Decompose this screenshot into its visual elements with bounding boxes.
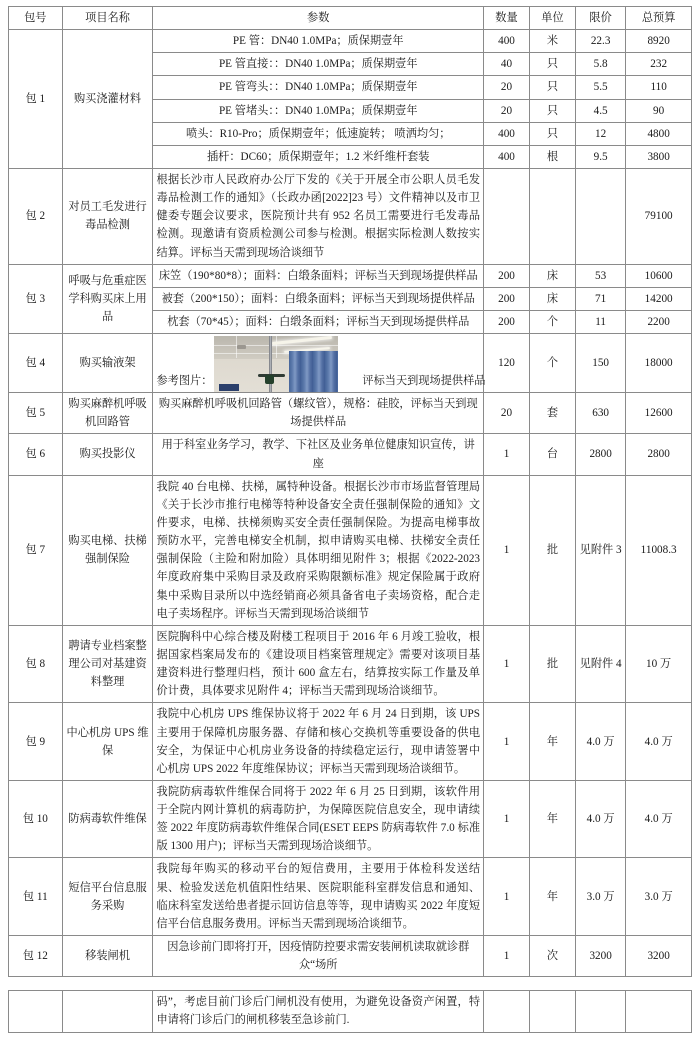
- cell-limit-price: 见附件 3: [575, 475, 625, 625]
- cell-quantity: 40: [484, 53, 530, 76]
- cell-quantity: 1: [484, 434, 530, 475]
- cell-limit-price: 9.5: [575, 145, 625, 168]
- cell-parameters: 因急诊前门即将打开，因疫情防控要求需安装闸机读取就诊群众“场所: [153, 936, 484, 977]
- table-row: [9, 393, 692, 434]
- table-row: [9, 780, 692, 858]
- table-row: [9, 334, 692, 393]
- cell-quantity: 1: [484, 625, 530, 703]
- cell-limit-price: 4.5: [575, 99, 625, 122]
- cell-unit: 年: [529, 703, 575, 781]
- cell-limit-price: 2800: [575, 434, 625, 475]
- cell-total-budget: 90: [626, 99, 692, 122]
- cell-unit: 套: [529, 393, 575, 434]
- cell-limit-price: [575, 168, 625, 264]
- cell-parameters-with-photo: [153, 334, 484, 393]
- cell-quantity: 1: [484, 780, 530, 858]
- cell-package-no: 包 1: [9, 30, 63, 169]
- cell-total-budget: 79100: [626, 168, 692, 264]
- cell-package-no: 包 9: [9, 703, 63, 781]
- cell-unit: 只: [529, 76, 575, 99]
- cell-unit: [529, 168, 575, 264]
- cell-parameters: PE 管弯头：：DN40 1.0MPa；质保期壹年: [153, 76, 484, 99]
- cell-total-budget: 232: [626, 53, 692, 76]
- cell-total-budget: 10 万: [626, 625, 692, 703]
- cell-quantity: 200: [484, 264, 530, 287]
- cell-quantity: 20: [484, 99, 530, 122]
- cell-limit-price: 5.8: [575, 53, 625, 76]
- cell-limit-price: 12: [575, 122, 625, 145]
- cell-limit-price: 630: [575, 393, 625, 434]
- table-row: [9, 703, 692, 781]
- cell-limit-price: 3.0 万: [575, 858, 625, 936]
- cell-unit: 床: [529, 287, 575, 310]
- hospital-iv-stand-photo: [214, 336, 338, 392]
- cell-unit: 只: [529, 99, 575, 122]
- header-total-budget: 总预算: [626, 7, 692, 30]
- cell-quantity: 1: [484, 858, 530, 936]
- cell-total-budget: [626, 991, 692, 1032]
- cell-parameters: PE 管：DN40 1.0MPa；质保期壹年: [153, 30, 484, 53]
- cell-unit: 床: [529, 264, 575, 287]
- cell-project-name: 购买浇灌材料: [62, 30, 153, 169]
- cell-project-name: 短信平台信息服务采购: [62, 858, 153, 936]
- cell-total-budget: 4.0 万: [626, 780, 692, 858]
- table-header: [9, 7, 692, 30]
- cell-unit: 台: [529, 434, 575, 475]
- cell-unit: 年: [529, 780, 575, 858]
- cell-total-budget: 3200: [626, 936, 692, 977]
- cell-total-budget: 2200: [626, 310, 692, 333]
- cell-total-budget: 12600: [626, 393, 692, 434]
- cell-package-no: 包 11: [9, 858, 63, 936]
- header-package-no: 包号: [9, 7, 63, 30]
- cell-parameters: 我院每年购买的移动平台的短信费用，主要用于体检科发送结果、检验发送危机值阳性结果、医院职能科室群发信息和通知、临床科室发送给患者提示回访信息等等，现申请购买 2022 年度短信平台信息服务费用。评标当天需到现场洽谈细节。: [153, 858, 484, 936]
- cell-unit: 根: [529, 145, 575, 168]
- cell-project-name: 呼吸与危重症医学科购买床上用品: [62, 264, 153, 333]
- table-row: [9, 264, 692, 287]
- table-row: [9, 475, 692, 625]
- cell-package-no: 包 6: [9, 434, 63, 475]
- cell-package-no: 包 2: [9, 168, 63, 264]
- cell-parameters: PE 管直接：：DN40 1.0MPa；质保期壹年: [153, 53, 484, 76]
- cell-quantity: 1: [484, 703, 530, 781]
- cell-total-budget: 11008.3: [626, 475, 692, 625]
- cell-quantity: 200: [484, 287, 530, 310]
- cell-parameters: 码”，考虑目前门诊后门闸机没有使用，为避免设备资产闲置，特申请将门诊后门的闸机移装至急诊前门.: [153, 991, 484, 1032]
- cell-limit-price: 11: [575, 310, 625, 333]
- cell-project-name: 中心机房 UPS 维保: [62, 703, 153, 781]
- cell-total-budget: 3.0 万: [626, 858, 692, 936]
- cell-project-name: 购买麻醉机呼吸机回路管: [62, 393, 153, 434]
- table-row: [9, 434, 692, 475]
- cell-quantity: 200: [484, 310, 530, 333]
- cell-limit-price: 见附件 4: [575, 625, 625, 703]
- cell-quantity: [484, 168, 530, 264]
- cell-total-budget: 2800: [626, 434, 692, 475]
- cell-package-no: 包 7: [9, 475, 63, 625]
- header-row: [9, 7, 692, 30]
- table-row: [9, 936, 692, 977]
- cell-unit: 个: [529, 310, 575, 333]
- cell-project-name: 购买电梯、扶梯强制保险: [62, 475, 153, 625]
- cell-unit: 个: [529, 334, 575, 393]
- cell-limit-price: 4.0 万: [575, 780, 625, 858]
- cell-unit: 米: [529, 30, 575, 53]
- cell-project-name: [62, 991, 153, 1032]
- cell-parameters: 枕套（70*45）；面料：白缎条面料；评标当天到现场提供样品: [153, 310, 484, 333]
- cell-total-budget: 10600: [626, 264, 692, 287]
- cell-quantity: 20: [484, 76, 530, 99]
- cell-total-budget: 4.0 万: [626, 703, 692, 781]
- cell-unit: 次: [529, 936, 575, 977]
- header-parameters: 参数: [153, 7, 484, 30]
- cell-quantity: 400: [484, 145, 530, 168]
- cell-project-name: 防病毒软件维保: [62, 780, 153, 858]
- table-row: [9, 991, 692, 1032]
- cell-unit: 年: [529, 858, 575, 936]
- cell-package-no: 包 4: [9, 334, 63, 393]
- cell-project-name: 对员工毛发进行毒品检测: [62, 168, 153, 264]
- cell-parameters: 床笠（190*80*8）；面料：白缎条面料；评标当天到现场提供样品: [153, 264, 484, 287]
- cell-package-no: [9, 991, 63, 1032]
- cell-parameters: PE 管堵头：：DN40 1.0MPa；质保期壹年: [153, 99, 484, 122]
- cell-parameters: 用于科室业务学习，教学、下社区及业务单位健康知识宣传，讲座: [153, 434, 484, 475]
- cell-total-budget: 8920: [626, 30, 692, 53]
- cell-unit: [529, 991, 575, 1032]
- cell-parameters: 喷头：R10-Pro；质保期壹年；低速旋转； 喷洒均匀；: [153, 122, 484, 145]
- cell-limit-price: 4.0 万: [575, 703, 625, 781]
- cell-limit-price: 150: [575, 334, 625, 393]
- cell-project-name: 移装闸机: [62, 936, 153, 977]
- cell-unit: 批: [529, 625, 575, 703]
- cell-parameters: 购买麻醉机呼吸机回路管（螺纹管），规格：硅胶，评标当天到现场提供样品: [153, 393, 484, 434]
- cell-limit-price: 53: [575, 264, 625, 287]
- cell-quantity: 400: [484, 122, 530, 145]
- cell-quantity: 400: [484, 30, 530, 53]
- cell-package-no: 包 12: [9, 936, 63, 977]
- table-row: [9, 30, 692, 53]
- header-limit-price: 限价: [575, 7, 625, 30]
- cell-package-no: 包 8: [9, 625, 63, 703]
- cell-package-no: 包 3: [9, 264, 63, 333]
- header-unit: 单位: [529, 7, 575, 30]
- cell-limit-price: 71: [575, 287, 625, 310]
- cell-parameters: 我院防病毒软件维保合同将于 2022 年 6 月 25 日到期，该软件用于全院内网计算机的病毒防护，为保障医院信息安全，现申请续签 2022 年度防病毒软件维保合同(ESET EEPS 防病毒软件 7.0 标准版 1300 用户)；评标当天需到现场洽谈细节。: [153, 780, 484, 858]
- cell-limit-price: 22.3: [575, 30, 625, 53]
- cell-quantity: 20: [484, 393, 530, 434]
- page-break-gap: [8, 977, 692, 990]
- cell-limit-price: 3200: [575, 936, 625, 977]
- reference-photo-label: 参考图片：: [156, 374, 213, 387]
- cell-unit: 批: [529, 475, 575, 625]
- cell-unit: 只: [529, 122, 575, 145]
- cell-parameters: 我院中心机房 UPS 维保协议将于 2022 年 6 月 24 日到期，该 UPS 主要用于保障机房服务器、存储和核心交换机等重要设备的供电安全，为保证中心机房业务设备的持续稳定运行，现申请签署中心机房 UPS 2022 年度维保协议；评标当天需到现场洽谈细节。: [153, 703, 484, 781]
- procurement-table: [8, 6, 692, 977]
- header-quantity: 数量: [484, 7, 530, 30]
- sample-note-text: 评标当天到现场提供样品: [362, 374, 486, 387]
- cell-total-budget: 18000: [626, 334, 692, 393]
- table-row: [9, 168, 692, 264]
- table-row: [9, 858, 692, 936]
- cell-parameters: 被套（200*150）；面料：白缎条面料；评标当天到现场提供样品: [153, 287, 484, 310]
- cell-parameters: 我院 40 台电梯、扶梯，属特种设备。根据长沙市市场监督管理局《关于长沙市推行电梯等特种设备安全责任强制保险的通知》文件要求，电梯、扶梯须购买安全责任强制保险。为提高电梯事故预防水平，完善电梯安全机制，拟申请购买电梯、扶梯安全责任强制保险（主险和附加险）具体明细见附件 3；根据《2022-2023 年度政府集中采购目录及政府采购限额标准》规定保险属于政府集中采购目录所以中选经销商必须具备省电子卖场资格，配合走电子卖场程序。评标当天需到现场洽谈细节: [153, 475, 484, 625]
- cell-total-budget: 110: [626, 76, 692, 99]
- cell-package-no: 包 5: [9, 393, 63, 434]
- cell-quantity: 1: [484, 936, 530, 977]
- cell-project-name: 聘请专业档案整理公司对基建资料整理: [62, 625, 153, 703]
- cell-parameters: 根据长沙市人民政府办公厅下发的《关于开展全市公职人员毛发毒品检测工作的通知》（长政办函[2022]23 号）文件精神以及市卫健委专题会议要求，医院预计共有 952 名员工需要进行毛发毒品检测。现邀请有资质检测公司参与检测。根据实际检测人数按实结算。评标当天需到现场洽谈细节: [153, 168, 484, 264]
- cell-project-name: 购买输液架: [62, 334, 153, 393]
- procurement-table-continuation: [8, 990, 692, 1032]
- cell-project-name: 购买投影仪: [62, 434, 153, 475]
- cell-total-budget: 14200: [626, 287, 692, 310]
- cell-quantity: 1: [484, 475, 530, 625]
- header-project-name: 项目名称: [62, 7, 153, 30]
- cell-quantity: [484, 991, 530, 1032]
- cell-parameters: 医院胸科中心综合楼及附楼工程项目于 2016 年 6 月竣工验收，根据国家档案局发布的《建设项目档案管理规定》需要对该项目基建资料进行整理归档，预计 600 盒左右，结算按实际工作量及单价计费，具体要求见附件 4；评标当天需到现场洽谈细节。: [153, 625, 484, 703]
- table-row: [9, 625, 692, 703]
- table-body: [9, 30, 692, 977]
- cell-limit-price: [575, 991, 625, 1032]
- cell-limit-price: 5.5: [575, 76, 625, 99]
- cell-quantity: 120: [484, 334, 530, 393]
- cell-package-no: 包 10: [9, 780, 63, 858]
- cell-unit: 只: [529, 53, 575, 76]
- cell-total-budget: 4800: [626, 122, 692, 145]
- cell-total-budget: 3800: [626, 145, 692, 168]
- cell-parameters: 插杆：DC60；质保期壹年；1.2 米纤维杆套装: [153, 145, 484, 168]
